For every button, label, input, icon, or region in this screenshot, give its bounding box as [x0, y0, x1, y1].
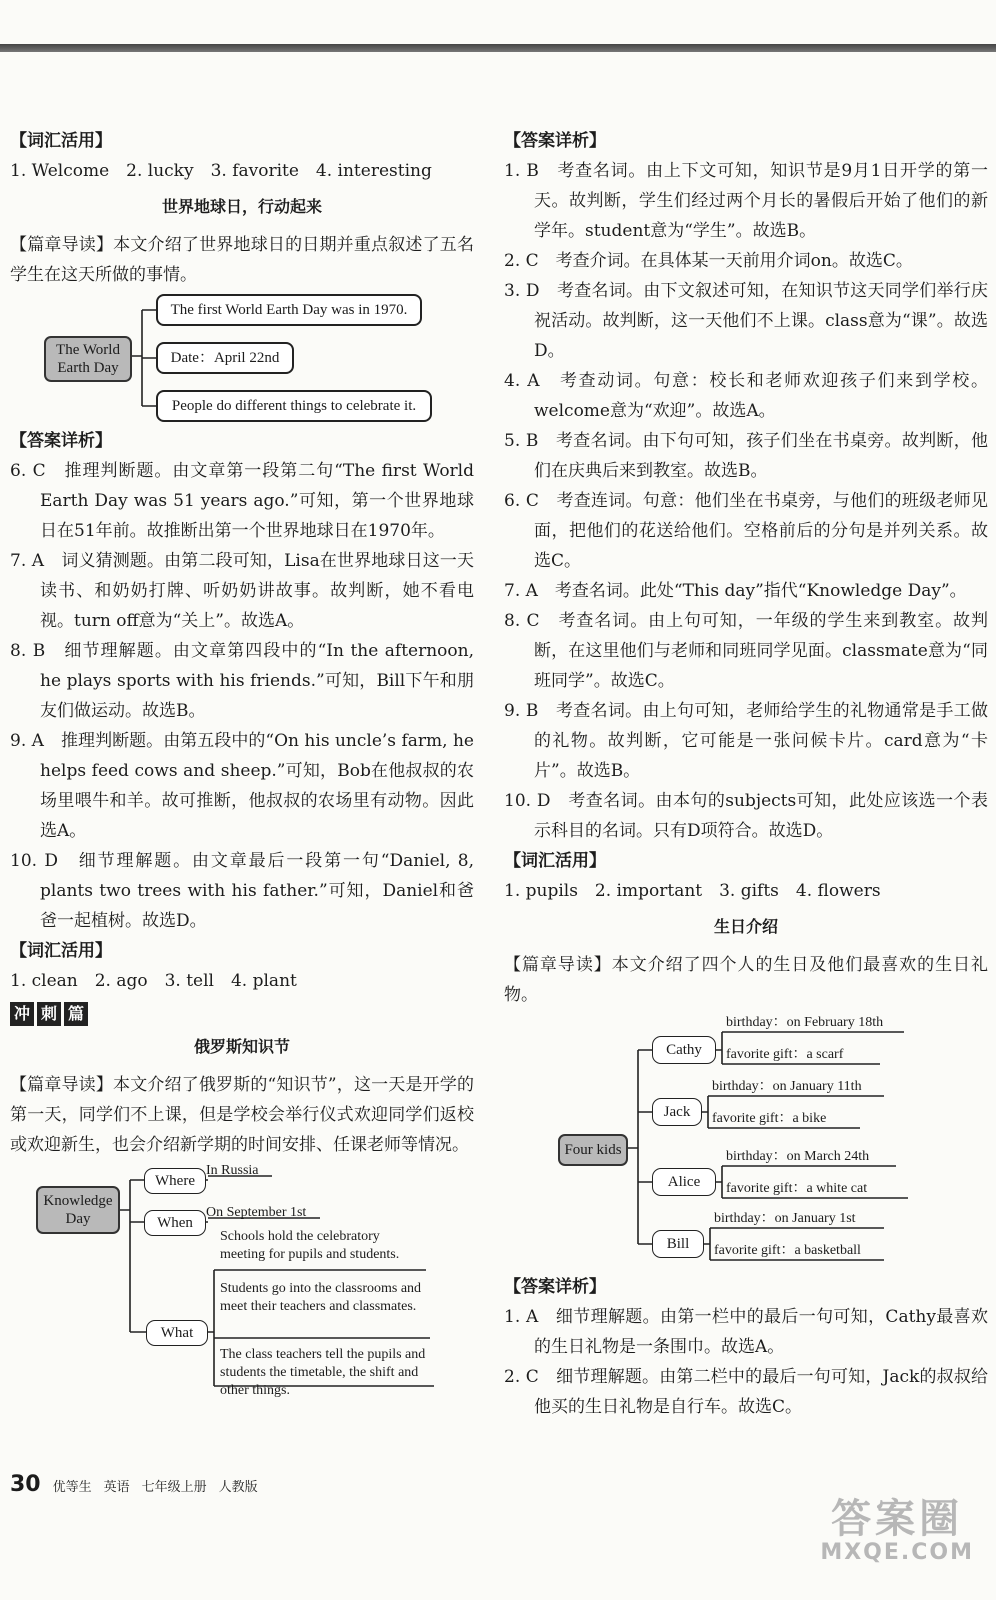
answer-item: 7. A 词义猜测题。由第二段可知，Lisa在世界地球日这一天读书、和奶奶打牌、听奶奶讲故事。故判断，她不看电视。turn off意为“关上”。故选A。	[10, 551, 474, 631]
what-item: Schools hold the celebratory meeting for pupils and students.	[220, 1229, 400, 1262]
kid-birthday: birthday：on February 18th	[726, 1015, 884, 1030]
kid-birthday: birthday：on March 24th	[726, 1149, 870, 1164]
kid-birthday: birthday：on January 11th	[712, 1079, 862, 1094]
answer-item: 8. C 考查名词。由上句可知，一年级的学生来到教室。故判断，在这里他们与老师和同班同学见面。classmate意为“同班同学”。故选C。	[504, 611, 988, 691]
kid-name: Alice	[652, 1168, 716, 1196]
kid-gift: favorite gift：a basketball	[714, 1243, 861, 1258]
mindmap-center: Four kids	[558, 1134, 628, 1166]
knowledge-day-mindmap	[10, 1163, 474, 1416]
kid-birthday: birthday：on January 1st	[714, 1211, 856, 1226]
when-text: On September 1st	[206, 1205, 307, 1220]
page-number: 30	[10, 1472, 41, 1497]
vocab-answers: 1. Welcome 2. lucky 3. favorite 4. interesting	[10, 161, 432, 181]
passage-intro: 【篇章导读】本文介绍了俄罗斯的“知识节”，这一天是开学的第一天，同学们不上课，但是学校会举行仪式欢迎同学们返校或欢迎新生，也会介绍新学期的时间安排、任课老师等情况。	[10, 1075, 474, 1155]
mindmap-where: Where	[144, 1168, 206, 1194]
page-footer	[10, 1472, 258, 1497]
passage-title: 俄罗斯知识节	[193, 1037, 290, 1056]
footer-series: 优等生	[52, 1480, 92, 1495]
mindmap-branch: Date：April 22nd	[156, 342, 294, 374]
mindmap-branch: The first World Earth Day was in 1970.	[156, 294, 422, 326]
vocab-heading: 【词汇活用】	[10, 131, 112, 151]
earth-day-mindmap	[10, 290, 474, 426]
top-rule	[0, 44, 996, 52]
sprint-char: 冲	[10, 1002, 34, 1026]
passage-intro: 【篇章导读】本文介绍了四个人的生日及他们最喜欢的生日礼物。	[504, 955, 988, 1005]
passage-intro: 【篇章导读】本文介绍了世界地球日的日期并重点叙述了五名学生在这天所做的事情。	[10, 235, 474, 285]
watermark-logo-text: 答案圈	[831, 1496, 964, 1542]
answer-item: 2. C 细节理解题。由第二栏中的最后一句可知，Jack的叔叔给他买的生日礼物是自行车。故选C。	[504, 1367, 988, 1417]
sprint-section-badge	[10, 1002, 474, 1026]
kid-name: Jack	[652, 1098, 702, 1126]
answer-item: 9. A 推理判断题。由第五段中的“On his uncle’s farm, he helps feed cows and sheep.”可知，Bob在他叔叔的农场里喂牛和羊。故可推断，他叔叔的农场里有动物。因此选A。	[10, 731, 474, 841]
four-kids-mindmap	[504, 1012, 988, 1272]
answer-item: 6. C 推理判断题。由文章第一段第二句“The first World Earth Day was 51 years ago.”可知，第一个世界地球日在51年前。故推断出第一个世界地球日在1970年。	[10, 461, 474, 541]
kid-gift: favorite gift：a scarf	[726, 1047, 844, 1062]
answer-item: 4. A 考查动词。句意：校长和老师欢迎孩子们来到学校。welcome意为“欢迎”。故选A。	[504, 371, 988, 421]
mindmap-center: Knowledge Day	[36, 1186, 120, 1234]
answer-item: 9. B 考查名词。由上句可知，老师给学生的礼物通常是手工做的礼物。故判断，它可能是一张问候卡片。card意为“卡片”。故选B。	[504, 701, 988, 781]
answer-item: 7. A 考查名词。此处“This day”指代“Knowledge Day”。	[504, 581, 967, 601]
vocab-answers: 1. clean 2. ago 3. tell 4. plant	[10, 971, 297, 991]
where-text: In Russia	[206, 1163, 259, 1178]
passage-title: 生日介绍	[713, 917, 778, 936]
what-item: Students go into the classrooms and meet their teachers and classmates.	[220, 1281, 422, 1314]
watermark-url: MXQE.COM	[820, 1540, 974, 1565]
kid-gift: favorite gift：a white cat	[726, 1181, 868, 1196]
answer-item: 3. D 考查名词。由下文叙述可知，在知识节这天同学们举行庆祝活动。故判断，这一天他们不上课。class意为“课”。故选D。	[504, 281, 988, 361]
answer-item: 10. D 考查名词。由本句的subjects可知，此处应该选一个表示科目的名词。只有D项符合。故选D。	[504, 791, 988, 841]
kid-name: Bill	[652, 1230, 704, 1258]
sprint-char: 刺	[37, 1002, 61, 1026]
answers-heading: 【答案详析】	[504, 1277, 606, 1297]
footer-edition: 人教版	[218, 1480, 258, 1495]
mindmap-when: When	[144, 1210, 206, 1236]
answer-item: 10. D 细节理解题。由文章最后一段第一句“Daniel, 8, plants two trees with his father.”可知，Daniel和爸爸一起植树。故选D。	[10, 851, 474, 931]
answer-item: 6. C 考查连词。句意：他们坐在书桌旁，与他们的班级老师见面，把他们的花送给他们。空格前后的分句是并列关系。故选C。	[504, 491, 988, 571]
kid-name: Cathy	[652, 1036, 716, 1064]
kid-gift: favorite gift：a bike	[712, 1111, 827, 1126]
answers-heading: 【答案详析】	[504, 131, 606, 151]
sprint-char: 篇	[64, 1002, 88, 1026]
answer-item: 2. C 考查介词。在具体某一天前用介词on。故选C。	[504, 251, 913, 271]
passage-title: 世界地球日，行动起来	[161, 197, 322, 216]
vocab-heading: 【词汇活用】	[504, 851, 606, 871]
answer-item: 5. B 考查名词。由下句可知，孩子们坐在书桌旁。故判断，他们在庆典后来到教室。故选B。	[504, 431, 988, 481]
left-column	[10, 126, 474, 1416]
answer-item: 1. B 考查名词。由上下文可知，知识节是9月1日开学的第一天。故判断，学生们经过两个月长的暑假后开始了他们的新学年。student意为“学生”。故选B。	[504, 161, 988, 241]
answers-heading: 【答案详析】	[10, 431, 112, 451]
mindmap-what: What	[146, 1320, 208, 1346]
vocab-answers: 1. pupils 2. important 3. gifts 4. flowers	[504, 881, 881, 901]
answer-item: 8. B 细节理解题。由文章第四段中的“In the afternoon, he plays sports with his friends.”可知，Bill下午和朋友们做运动。故选B。	[10, 641, 474, 721]
answer-item: 1. A 细节理解题。由第一栏中的最后一句可知，Cathy最喜欢的生日礼物是一条围巾。故选A。	[504, 1307, 988, 1357]
site-watermark	[820, 1498, 974, 1565]
what-item: The class teachers tell the pupils and students the timetable, the shift and other things.	[220, 1347, 426, 1398]
mindmap-branch: People do different things to celebrate it.	[156, 390, 432, 422]
footer-subject: 英语	[103, 1480, 130, 1495]
mindmap-center: The World Earth Day	[44, 336, 132, 382]
right-column	[504, 126, 988, 1422]
vocab-heading: 【词汇活用】	[10, 941, 112, 961]
footer-grade: 七年级上册	[141, 1480, 207, 1495]
